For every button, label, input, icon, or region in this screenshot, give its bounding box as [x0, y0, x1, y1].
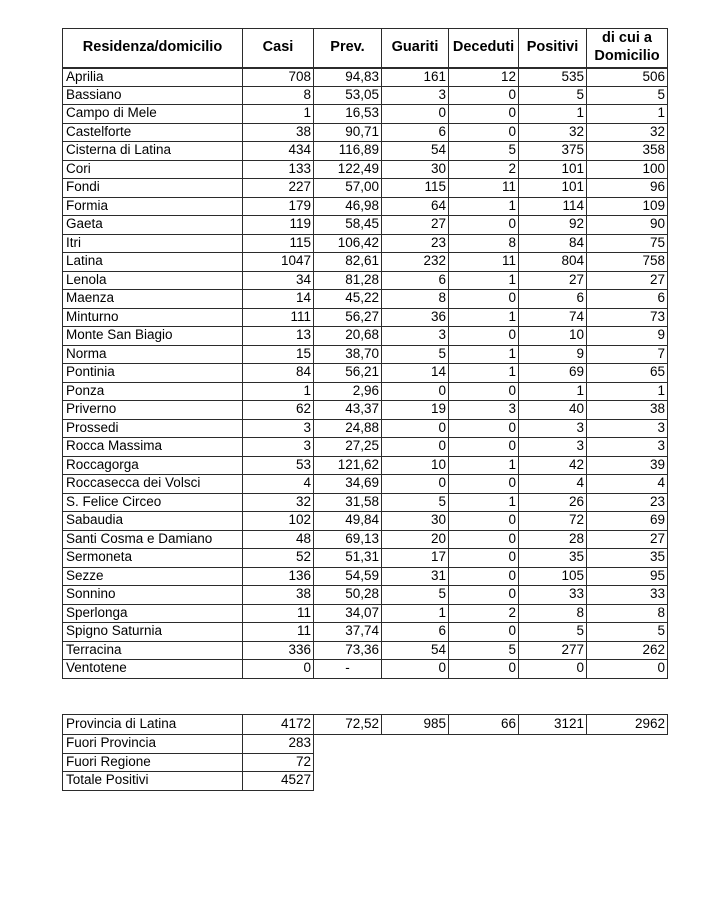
value-cell: 115 — [382, 179, 449, 198]
extra-total-row — [63, 735, 668, 754]
value-cell: 5 — [519, 623, 587, 642]
municipality-name-cell: Fondi — [63, 179, 243, 198]
table-row — [63, 549, 668, 568]
value-cell: 0 — [382, 419, 449, 438]
value-cell: 73,36 — [314, 641, 382, 660]
value-cell: 115 — [243, 234, 314, 253]
value-cell: 119 — [243, 216, 314, 235]
value-cell: 34,69 — [314, 475, 382, 494]
extra-total-row — [63, 753, 668, 772]
value-cell: 1 — [449, 345, 519, 364]
table-row — [63, 345, 668, 364]
municipality-name-cell: Rocca Massima — [63, 438, 243, 457]
value-cell: 105 — [519, 567, 587, 586]
value-cell: 2 — [449, 604, 519, 623]
table-row — [63, 382, 668, 401]
value-cell: 227 — [243, 179, 314, 198]
value-cell: 42 — [519, 456, 587, 475]
value-cell: 10 — [519, 327, 587, 346]
table-row — [63, 604, 668, 623]
value-cell: 1 — [519, 382, 587, 401]
value-cell: 50,28 — [314, 586, 382, 605]
value-cell: 62 — [243, 401, 314, 420]
municipality-name-cell: Fuori Regione — [63, 753, 243, 772]
municipality-name-cell: Latina — [63, 253, 243, 272]
value-cell: 0 — [449, 567, 519, 586]
municipality-name-cell: Sonnino — [63, 586, 243, 605]
value-cell: 6 — [382, 623, 449, 642]
value-cell: 0 — [449, 475, 519, 494]
value-cell: 27 — [587, 271, 668, 290]
value-cell: 375 — [519, 142, 587, 161]
value-cell: 69 — [587, 512, 668, 531]
value-cell: 53 — [243, 456, 314, 475]
value-cell: 20,68 — [314, 327, 382, 346]
value-cell: 535 — [519, 68, 587, 87]
value-cell: 122,49 — [314, 160, 382, 179]
value-cell: 35 — [587, 549, 668, 568]
value-cell: 14 — [382, 364, 449, 383]
value-cell: 102 — [243, 512, 314, 531]
value-cell: 0 — [449, 419, 519, 438]
municipality-name-cell: Ventotene — [63, 660, 243, 679]
value-cell: 52 — [243, 549, 314, 568]
municipality-name-cell: Formia — [63, 197, 243, 216]
value-cell: 32 — [243, 493, 314, 512]
value-cell: 58,45 — [314, 216, 382, 235]
value-cell: 10 — [382, 456, 449, 475]
value-cell: 36 — [382, 308, 449, 327]
value-cell: 11 — [243, 623, 314, 642]
value-cell: 106,42 — [314, 234, 382, 253]
header-row — [63, 29, 668, 68]
table-row — [63, 530, 668, 549]
municipality-name-cell: Pontinia — [63, 364, 243, 383]
province-summary-table — [62, 714, 668, 791]
table-row — [63, 290, 668, 309]
value-cell: 8 — [587, 604, 668, 623]
value-cell: 43,37 — [314, 401, 382, 420]
value-cell: 2 — [449, 160, 519, 179]
value-cell: 758 — [587, 253, 668, 272]
value-cell: 84 — [519, 234, 587, 253]
value-cell: 0 — [587, 660, 668, 679]
value-cell: 358 — [587, 142, 668, 161]
value-cell: 0 — [449, 105, 519, 124]
municipality-name-cell: Lenola — [63, 271, 243, 290]
value-cell: 283 — [243, 735, 314, 754]
value-cell: 1 — [243, 382, 314, 401]
municipality-name-cell: Sermoneta — [63, 549, 243, 568]
value-cell: 3 — [587, 438, 668, 457]
column-header-guariti: Guariti — [382, 29, 449, 68]
value-cell: 3 — [449, 401, 519, 420]
value-cell: 336 — [243, 641, 314, 660]
value-cell: 1 — [587, 105, 668, 124]
value-cell: 23 — [587, 493, 668, 512]
value-cell: 34,07 — [314, 604, 382, 623]
value-cell: 3 — [519, 419, 587, 438]
municipality-name-cell: Minturno — [63, 308, 243, 327]
value-cell: 11 — [449, 253, 519, 272]
value-cell: 8 — [243, 86, 314, 105]
value-cell: 38 — [587, 401, 668, 420]
municipality-name-cell: Castelforte — [63, 123, 243, 142]
municipality-name-cell: Priverno — [63, 401, 243, 420]
value-cell: 1 — [519, 105, 587, 124]
table-row — [63, 586, 668, 605]
table-row — [63, 401, 668, 420]
value-cell: 90,71 — [314, 123, 382, 142]
table-row — [63, 86, 668, 105]
value-cell: 434 — [243, 142, 314, 161]
value-cell: 4172 — [243, 715, 314, 735]
table-row — [63, 271, 668, 290]
value-cell: 8 — [519, 604, 587, 623]
value-cell: 161 — [382, 68, 449, 87]
value-cell: 24,88 — [314, 419, 382, 438]
value-cell: 38 — [243, 123, 314, 142]
value-cell: 45,22 — [314, 290, 382, 309]
value-cell: 6 — [382, 123, 449, 142]
value-cell: 1 — [587, 382, 668, 401]
value-cell: 46,98 — [314, 197, 382, 216]
value-cell: 4 — [243, 475, 314, 494]
column-header-deceduti: Deceduti — [449, 29, 519, 68]
value-cell: 100 — [587, 160, 668, 179]
value-cell: 11 — [243, 604, 314, 623]
value-cell: 38,70 — [314, 345, 382, 364]
value-cell: 0 — [449, 512, 519, 531]
value-cell: 92 — [519, 216, 587, 235]
value-cell: 0 — [449, 86, 519, 105]
value-cell: 262 — [587, 641, 668, 660]
value-cell: 51,31 — [314, 549, 382, 568]
value-cell: 19 — [382, 401, 449, 420]
municipality-name-cell: Maenza — [63, 290, 243, 309]
value-cell: 114 — [519, 197, 587, 216]
column-header-casi: Casi — [243, 29, 314, 68]
column-header-domicilio: di cui a Domicilio — [587, 29, 668, 68]
value-cell: 7 — [587, 345, 668, 364]
value-cell: 40 — [519, 401, 587, 420]
municipality-name-cell: Sezze — [63, 567, 243, 586]
value-cell: 0 — [449, 438, 519, 457]
value-cell: 0 — [449, 382, 519, 401]
value-cell: 9 — [587, 327, 668, 346]
table-row — [63, 493, 668, 512]
value-cell: 27,25 — [314, 438, 382, 457]
municipality-name-cell: Sperlonga — [63, 604, 243, 623]
table-row — [63, 68, 668, 87]
value-cell: 75 — [587, 234, 668, 253]
value-cell: 48 — [243, 530, 314, 549]
value-cell: 109 — [587, 197, 668, 216]
value-cell: 0 — [382, 438, 449, 457]
value-cell: 56,27 — [314, 308, 382, 327]
province-total-row — [63, 715, 668, 735]
table-row — [63, 512, 668, 531]
value-cell: 0 — [519, 660, 587, 679]
municipality-rows — [63, 68, 668, 679]
value-cell: 57,00 — [314, 179, 382, 198]
value-cell: 3 — [519, 438, 587, 457]
value-cell: 5 — [449, 641, 519, 660]
covid-municipality-table — [62, 28, 668, 679]
table-row — [63, 253, 668, 272]
value-cell: 1 — [382, 604, 449, 623]
table-row — [63, 160, 668, 179]
extra-total-row — [63, 772, 668, 791]
value-cell: 6 — [587, 290, 668, 309]
municipality-name-cell: Monte San Biagio — [63, 327, 243, 346]
municipality-name-cell: Cisterna di Latina — [63, 142, 243, 161]
value-cell: 69 — [519, 364, 587, 383]
value-cell: 101 — [519, 160, 587, 179]
value-cell: 49,84 — [314, 512, 382, 531]
empty-filler-cell — [314, 735, 668, 754]
value-cell: 0 — [449, 530, 519, 549]
value-cell: 11 — [449, 179, 519, 198]
value-cell: 5 — [449, 142, 519, 161]
value-cell: 30 — [382, 160, 449, 179]
value-cell: 54 — [382, 142, 449, 161]
value-cell: 111 — [243, 308, 314, 327]
value-cell: 2962 — [587, 715, 668, 735]
value-cell: 4 — [519, 475, 587, 494]
value-cell: 96 — [587, 179, 668, 198]
value-cell: 101 — [519, 179, 587, 198]
column-header-residenza: Residenza/domicilio — [63, 29, 243, 68]
value-cell: 0 — [449, 290, 519, 309]
value-cell: 0 — [382, 382, 449, 401]
value-cell: 14 — [243, 290, 314, 309]
value-cell: 133 — [243, 160, 314, 179]
municipality-name-cell: Santi Cosma e Damiano — [63, 530, 243, 549]
municipality-name-cell: Spigno Saturnia — [63, 623, 243, 642]
value-cell: 23 — [382, 234, 449, 253]
value-cell: 5 — [382, 345, 449, 364]
value-cell: 37,74 — [314, 623, 382, 642]
value-cell: 0 — [449, 586, 519, 605]
value-cell: 0 — [449, 216, 519, 235]
value-cell: 1 — [449, 456, 519, 475]
value-cell: 3 — [587, 419, 668, 438]
value-cell: 66 — [449, 715, 519, 735]
value-cell: 20 — [382, 530, 449, 549]
value-cell: 64 — [382, 197, 449, 216]
table-row — [63, 641, 668, 660]
value-cell: 17 — [382, 549, 449, 568]
value-cell: 56,21 — [314, 364, 382, 383]
value-cell: 27 — [382, 216, 449, 235]
value-cell: 5 — [519, 86, 587, 105]
value-cell: 0 — [449, 123, 519, 142]
value-cell: 1 — [449, 197, 519, 216]
value-cell: 31 — [382, 567, 449, 586]
value-cell: 0 — [449, 660, 519, 679]
value-cell: 985 — [382, 715, 449, 735]
municipality-name-cell: Itri — [63, 234, 243, 253]
value-cell: 72,52 — [314, 715, 382, 735]
value-cell: 1 — [449, 364, 519, 383]
value-cell: 13 — [243, 327, 314, 346]
empty-filler-cell — [314, 772, 668, 791]
value-cell: 6 — [382, 271, 449, 290]
table-row — [63, 567, 668, 586]
table-row — [63, 623, 668, 642]
value-cell: - — [314, 660, 382, 679]
municipality-name-cell: Roccasecca dei Volsci — [63, 475, 243, 494]
value-cell: 0 — [449, 549, 519, 568]
municipality-name-cell: Campo di Mele — [63, 105, 243, 124]
municipality-name-cell: Gaeta — [63, 216, 243, 235]
value-cell: 8 — [382, 290, 449, 309]
value-cell: 74 — [519, 308, 587, 327]
value-cell: 0 — [382, 660, 449, 679]
value-cell: 82,61 — [314, 253, 382, 272]
value-cell: 1 — [243, 105, 314, 124]
table-row — [63, 660, 668, 679]
municipality-name-cell: Terracina — [63, 641, 243, 660]
value-cell: 4 — [587, 475, 668, 494]
value-cell: 31,58 — [314, 493, 382, 512]
value-cell: 3 — [243, 419, 314, 438]
value-cell: 3 — [382, 86, 449, 105]
table-row — [63, 327, 668, 346]
table-row — [63, 197, 668, 216]
value-cell: 32 — [587, 123, 668, 142]
value-cell: 8 — [449, 234, 519, 253]
value-cell: 27 — [519, 271, 587, 290]
municipality-name-cell: Bassiano — [63, 86, 243, 105]
value-cell: 0 — [243, 660, 314, 679]
value-cell: 27 — [587, 530, 668, 549]
value-cell: 4527 — [243, 772, 314, 791]
value-cell: 16,53 — [314, 105, 382, 124]
value-cell: 506 — [587, 68, 668, 87]
value-cell: 12 — [449, 68, 519, 87]
value-cell: 54 — [382, 641, 449, 660]
municipality-name-cell: Sabaudia — [63, 512, 243, 531]
table-row — [63, 123, 668, 142]
value-cell: 277 — [519, 641, 587, 660]
value-cell: 5 — [587, 86, 668, 105]
value-cell: 94,83 — [314, 68, 382, 87]
value-cell: 9 — [519, 345, 587, 364]
value-cell: 26 — [519, 493, 587, 512]
table-row — [63, 234, 668, 253]
value-cell: 5 — [382, 586, 449, 605]
table-row — [63, 179, 668, 198]
value-cell: 5 — [587, 623, 668, 642]
summary-rows — [63, 715, 668, 791]
value-cell: 804 — [519, 253, 587, 272]
municipality-name-cell: Provincia di Latina — [63, 715, 243, 735]
column-header-prev: Prev. — [314, 29, 382, 68]
value-cell: 6 — [519, 290, 587, 309]
municipality-name-cell: S. Felice Circeo — [63, 493, 243, 512]
value-cell: 3121 — [519, 715, 587, 735]
table-row — [63, 142, 668, 161]
value-cell: 179 — [243, 197, 314, 216]
value-cell: 34 — [243, 271, 314, 290]
table-row — [63, 419, 668, 438]
table-row — [63, 364, 668, 383]
table-row — [63, 216, 668, 235]
value-cell: 73 — [587, 308, 668, 327]
value-cell: 81,28 — [314, 271, 382, 290]
value-cell: 84 — [243, 364, 314, 383]
value-cell: 1 — [449, 493, 519, 512]
value-cell: 35 — [519, 549, 587, 568]
value-cell: 65 — [587, 364, 668, 383]
value-cell: 116,89 — [314, 142, 382, 161]
value-cell: 54,59 — [314, 567, 382, 586]
value-cell: 32 — [519, 123, 587, 142]
value-cell: 136 — [243, 567, 314, 586]
column-header-positivi: Positivi — [519, 29, 587, 68]
value-cell: 53,05 — [314, 86, 382, 105]
municipality-name-cell: Prossedi — [63, 419, 243, 438]
value-cell: 95 — [587, 567, 668, 586]
value-cell: 1 — [449, 271, 519, 290]
value-cell: 2,96 — [314, 382, 382, 401]
municipality-name-cell: Cori — [63, 160, 243, 179]
table-row — [63, 308, 668, 327]
value-cell: 3 — [382, 327, 449, 346]
municipality-name-cell: Norma — [63, 345, 243, 364]
value-cell: 121,62 — [314, 456, 382, 475]
value-cell: 69,13 — [314, 530, 382, 549]
value-cell: 0 — [382, 475, 449, 494]
value-cell: 232 — [382, 253, 449, 272]
value-cell: 33 — [587, 586, 668, 605]
value-cell: 38 — [243, 586, 314, 605]
value-cell: 0 — [449, 623, 519, 642]
value-cell: 1047 — [243, 253, 314, 272]
value-cell: 90 — [587, 216, 668, 235]
value-cell: 28 — [519, 530, 587, 549]
value-cell: 72 — [519, 512, 587, 531]
municipality-name-cell: Ponza — [63, 382, 243, 401]
municipality-name-cell: Fuori Provincia — [63, 735, 243, 754]
empty-filler-cell — [314, 753, 668, 772]
value-cell: 0 — [382, 105, 449, 124]
value-cell: 33 — [519, 586, 587, 605]
table-row — [63, 475, 668, 494]
municipality-name-cell: Totale Positivi — [63, 772, 243, 791]
value-cell: 15 — [243, 345, 314, 364]
table-row — [63, 438, 668, 457]
table-row — [63, 456, 668, 475]
value-cell: 30 — [382, 512, 449, 531]
value-cell: 1 — [449, 308, 519, 327]
value-cell: 5 — [382, 493, 449, 512]
table-row — [63, 105, 668, 124]
municipality-name-cell: Roccagorga — [63, 456, 243, 475]
value-cell: 39 — [587, 456, 668, 475]
municipality-name-cell: Aprilia — [63, 68, 243, 87]
value-cell: 3 — [243, 438, 314, 457]
value-cell: 72 — [243, 753, 314, 772]
value-cell: 708 — [243, 68, 314, 87]
value-cell: 0 — [449, 327, 519, 346]
